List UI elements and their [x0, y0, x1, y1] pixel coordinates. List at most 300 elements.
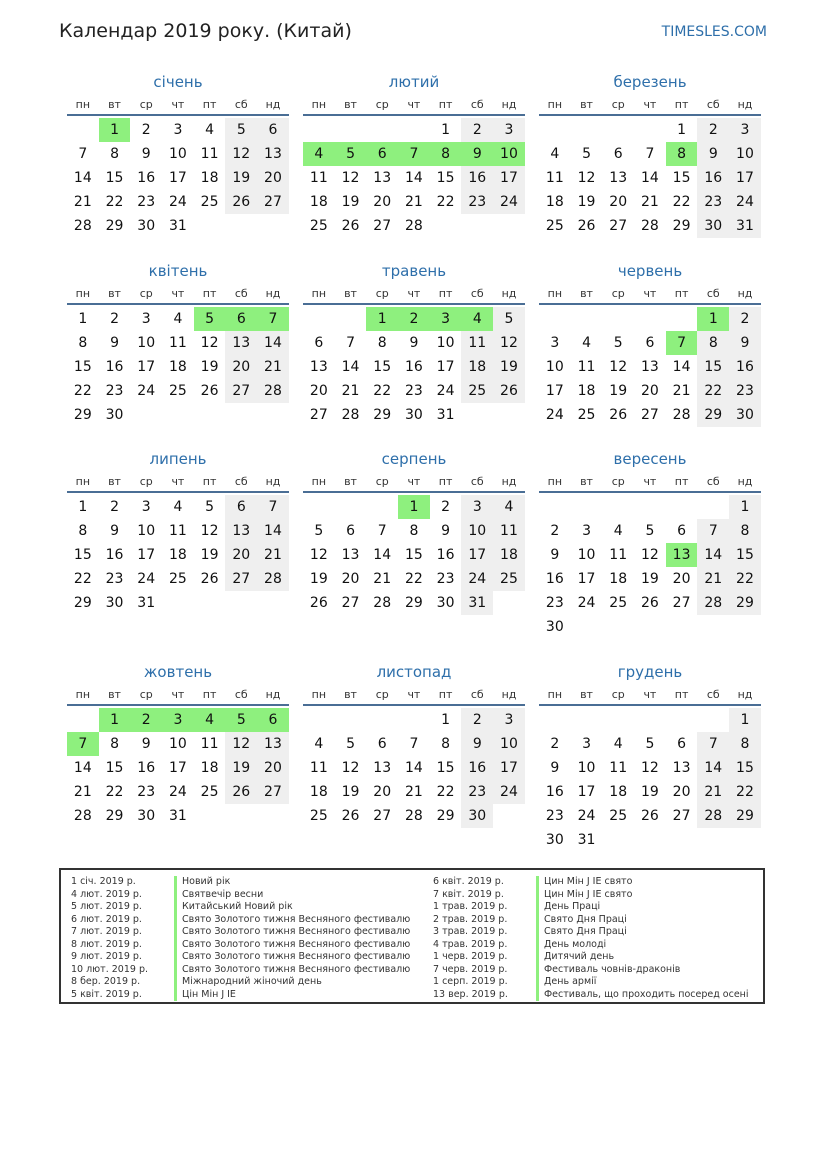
day-cell: 21 — [73, 194, 92, 210]
month-name: січень — [153, 73, 203, 91]
day-cell: 24 — [493, 190, 525, 214]
weekday-label: нд — [265, 475, 281, 488]
day-cell: 8 — [441, 736, 451, 752]
empty-cell — [335, 708, 367, 732]
day-cell: 11 — [309, 760, 328, 776]
day-cell: 9 — [550, 760, 560, 776]
legend-row — [71, 976, 410, 989]
legend-holiday-name: Свято Дня Праці — [536, 914, 627, 927]
empty-cell — [697, 495, 729, 519]
day-cell: 6 — [613, 146, 623, 162]
weekday-label: пн — [547, 98, 563, 111]
day-cell: 8 — [729, 519, 761, 543]
day-cell: 11 — [577, 359, 596, 375]
day-cell: 6 — [677, 736, 687, 752]
day-cell: 6 — [225, 307, 257, 331]
weekday-label: ср — [139, 475, 153, 488]
empty-cell — [366, 708, 398, 732]
day-cell: 3 — [173, 122, 183, 138]
month-2 — [303, 68, 525, 238]
day-cell: 2 — [130, 708, 162, 732]
day-cell: 26 — [200, 571, 219, 587]
day-cell: 21 — [257, 355, 289, 379]
day-cell: 15 — [697, 355, 729, 379]
legend-holiday-name: Фестиваль, що проходить посеред осені — [536, 989, 749, 1002]
legend-row — [71, 951, 410, 964]
day-cell: 10 — [461, 519, 493, 543]
empty-cell — [398, 118, 430, 142]
empty-cell — [398, 708, 430, 732]
empty-cell — [539, 307, 571, 331]
day-cell: 16 — [697, 166, 729, 190]
day-cell: 13 — [257, 732, 289, 756]
day-cell: 18 — [200, 170, 219, 186]
day-cell: 14 — [257, 519, 289, 543]
day-cell: 8 — [409, 523, 419, 539]
legend-date: 6 лют. 2019 р. — [71, 913, 142, 925]
weekday-label: сб — [706, 98, 720, 111]
legend-row — [433, 914, 749, 927]
day-cell: 7 — [346, 335, 355, 351]
day-cell: 27 — [609, 218, 628, 234]
day-cell: 2 — [461, 118, 493, 142]
legend-date: 1 серп. 2019 р. — [433, 976, 508, 987]
day-cell: 13 — [666, 543, 698, 567]
legend-holiday-name: Цин Мін Ј ІЕ свято — [536, 889, 632, 902]
day-cell: 26 — [609, 407, 628, 423]
legend-row — [71, 939, 410, 952]
day-cell: 22 — [729, 780, 761, 804]
day-cell: 5 — [225, 708, 257, 732]
day-grid — [303, 708, 525, 828]
day-cell: 23 — [461, 780, 493, 804]
weekday-label: пт — [674, 98, 689, 111]
weekday-label: пт — [438, 475, 453, 488]
legend-holiday-name: Дитячий день — [536, 951, 614, 964]
day-cell: 5 — [613, 335, 623, 351]
weekday-label: вт — [580, 287, 593, 300]
day-cell: 22 — [672, 194, 691, 210]
day-cell: 7 — [697, 732, 729, 756]
day-cell: 22 — [729, 567, 761, 591]
site-link[interactable]: TIMESLES.COM — [661, 24, 767, 40]
legend-column-left — [71, 876, 410, 1001]
legend-row — [71, 964, 410, 977]
day-cell: 10 — [577, 760, 596, 776]
day-grid — [539, 307, 761, 427]
day-cell: 20 — [225, 543, 257, 567]
weekday-label: пн — [547, 688, 563, 701]
weekday-label: вт — [580, 98, 593, 111]
day-cell: 19 — [200, 547, 219, 563]
day-cell: 1 — [99, 708, 131, 732]
weekday-label: пт — [674, 475, 689, 488]
weekday-label: вт — [108, 287, 121, 300]
day-cell: 1 — [441, 712, 451, 728]
weekday-label: пн — [75, 688, 91, 701]
day-cell: 20 — [640, 383, 659, 399]
legend-holiday-name: Китайський Новий рік — [174, 901, 293, 914]
weekday-label: чт — [171, 98, 185, 111]
day-cell: 11 — [168, 523, 187, 539]
day-cell: 9 — [697, 142, 729, 166]
day-cell: 16 — [545, 571, 564, 587]
weekday-label: чт — [643, 98, 657, 111]
day-cell: 28 — [672, 407, 691, 423]
day-cell: 21 — [373, 571, 392, 587]
legend-date: 1 черв. 2019 р. — [433, 951, 508, 962]
day-cell: 2 — [441, 499, 451, 515]
day-cell: 21 — [697, 780, 729, 804]
weekday-label: сб — [706, 475, 720, 488]
empty-cell — [634, 495, 666, 519]
day-cell: 2 — [110, 311, 119, 327]
legend-date: 2 трав. 2019 р. — [433, 913, 508, 925]
empty-cell — [666, 307, 698, 331]
day-cell: 12 — [225, 732, 257, 756]
month-name: грудень — [617, 663, 683, 681]
day-cell: 31 — [168, 218, 187, 234]
empty-cell — [666, 495, 698, 519]
day-cell: 3 — [582, 523, 591, 539]
day-cell: 20 — [225, 355, 257, 379]
day-cell: 26 — [200, 383, 219, 399]
legend-row — [71, 926, 410, 939]
legend-date: 6 квіт. 2019 р. — [433, 876, 504, 887]
day-cell: 15 — [373, 359, 392, 375]
day-cell: 22 — [105, 194, 124, 210]
day-cell: 28 — [73, 218, 92, 234]
empty-cell — [634, 307, 666, 331]
legend-date: 4 трав. 2019 р. — [433, 938, 508, 950]
weekday-label: пт — [202, 98, 217, 111]
legend-date: 8 лют. 2019 р. — [71, 938, 142, 950]
day-cell: 11 — [609, 760, 628, 776]
weekday-label: вт — [344, 287, 357, 300]
day-cell: 19 — [640, 784, 659, 800]
day-cell: 16 — [436, 547, 455, 563]
day-cell: 28 — [341, 407, 360, 423]
day-cell: 29 — [729, 804, 761, 828]
day-cell: 19 — [577, 194, 596, 210]
day-cell: 12 — [200, 523, 219, 539]
day-cell: 11 — [609, 547, 628, 563]
day-cell: 26 — [577, 218, 596, 234]
day-cell: 10 — [545, 359, 564, 375]
weekday-header — [303, 96, 525, 116]
day-cell: 21 — [73, 784, 92, 800]
day-cell: 4 — [613, 523, 623, 539]
day-cell: 28 — [257, 379, 289, 403]
weekday-label: ср — [611, 287, 625, 300]
day-cell: 11 — [168, 335, 187, 351]
day-cell: 17 — [137, 547, 156, 563]
day-cell: 12 — [577, 170, 596, 186]
day-cell: 7 — [398, 142, 430, 166]
day-cell: 14 — [404, 760, 423, 776]
month-9 — [539, 445, 761, 639]
weekday-header — [303, 473, 525, 493]
day-cell: 11 — [200, 736, 219, 752]
empty-cell — [571, 307, 603, 331]
day-cell: 24 — [577, 595, 596, 611]
weekday-label: пт — [674, 688, 689, 701]
day-cell: 2 — [729, 307, 761, 331]
legend-holiday-name: Свято Золотого тижня Весняного фестивалю — [174, 939, 410, 952]
legend-date: 9 лют. 2019 р. — [71, 951, 142, 962]
day-cell: 5 — [194, 307, 226, 331]
day-cell: 1 — [729, 708, 761, 732]
weekday-label: вт — [580, 475, 593, 488]
day-cell: 22 — [73, 571, 92, 587]
legend-row — [71, 914, 410, 927]
legend-row — [433, 939, 749, 952]
day-cell: 1 — [697, 307, 729, 331]
day-cell: 27 — [257, 190, 289, 214]
day-cell: 29 — [729, 591, 761, 615]
day-cell: 14 — [73, 170, 92, 186]
day-cell: 3 — [493, 118, 525, 142]
legend-date: 1 січ. 2019 р. — [71, 876, 136, 887]
legend-row — [433, 989, 749, 1002]
weekday-label: вт — [344, 98, 357, 111]
month-10 — [67, 658, 289, 828]
empty-cell — [366, 118, 398, 142]
day-cell: 24 — [729, 190, 761, 214]
day-cell: 20 — [373, 784, 392, 800]
weekday-label: нд — [265, 287, 281, 300]
day-cell: 10 — [577, 547, 596, 563]
day-cell: 28 — [73, 808, 92, 824]
day-cell: 25 — [168, 383, 187, 399]
day-cell: 31 — [137, 595, 156, 611]
weekday-header — [303, 686, 525, 706]
day-cell: 7 — [78, 146, 88, 162]
day-cell: 24 — [493, 780, 525, 804]
legend-date: 4 лют. 2019 р. — [71, 888, 142, 900]
legend-row — [433, 889, 749, 902]
day-cell: 6 — [257, 708, 289, 732]
weekday-label: сб — [706, 688, 720, 701]
day-cell: 12 — [341, 760, 360, 776]
day-cell: 27 — [373, 218, 392, 234]
day-cell: 3 — [162, 708, 194, 732]
day-cell: 2 — [697, 118, 729, 142]
day-cell: 11 — [545, 170, 564, 186]
empty-cell — [303, 495, 335, 519]
weekday-label: ср — [611, 475, 625, 488]
day-cell: 14 — [341, 359, 360, 375]
day-cell: 7 — [645, 146, 655, 162]
day-cell: 4 — [582, 335, 591, 351]
day-cell: 20 — [672, 571, 691, 587]
day-cell: 8 — [110, 736, 119, 752]
legend-holiday-name: Святвечір весни — [174, 889, 263, 902]
day-cell: 11 — [493, 519, 525, 543]
weekday-header — [67, 473, 289, 493]
day-cell: 17 — [545, 383, 564, 399]
day-cell: 17 — [168, 170, 187, 186]
day-cell: 6 — [257, 118, 289, 142]
weekday-label: ср — [375, 688, 389, 701]
day-cell: 16 — [461, 166, 493, 190]
day-cell: 18 — [309, 194, 328, 210]
day-cell: 15 — [729, 543, 761, 567]
weekday-label: чт — [407, 287, 421, 300]
weekday-label: чт — [407, 98, 421, 111]
day-cell: 25 — [200, 784, 219, 800]
day-cell: 15 — [436, 760, 455, 776]
day-cell: 30 — [137, 218, 156, 234]
day-cell: 31 — [577, 832, 596, 848]
day-cell: 10 — [436, 335, 455, 351]
legend-holiday-name: День армії — [536, 976, 596, 989]
legend-row — [71, 989, 410, 1002]
day-cell: 2 — [550, 523, 560, 539]
day-cell: 24 — [461, 567, 493, 591]
month-name: червень — [617, 262, 683, 280]
legend-holiday-name: Новий рік — [174, 876, 230, 889]
day-cell: 14 — [373, 547, 392, 563]
day-cell: 7 — [377, 523, 387, 539]
day-grid — [67, 118, 289, 238]
day-cell: 15 — [73, 359, 92, 375]
day-cell: 13 — [640, 359, 659, 375]
day-cell: 1 — [677, 122, 687, 138]
day-cell: 18 — [577, 383, 596, 399]
day-cell: 4 — [205, 122, 215, 138]
day-cell: 8 — [430, 142, 462, 166]
day-cell: 4 — [173, 311, 183, 327]
weekday-label: сб — [234, 98, 248, 111]
day-cell: 6 — [645, 335, 655, 351]
day-cell: 5 — [225, 118, 257, 142]
day-cell: 17 — [729, 166, 761, 190]
day-cell: 1 — [398, 495, 430, 519]
day-cell: 27 — [672, 595, 691, 611]
month-name: вересень — [613, 450, 687, 468]
day-cell: 28 — [640, 218, 659, 234]
legend-holiday-name: Свято Золотого тижня Весняного фестивалю — [174, 951, 410, 964]
weekday-label: вт — [344, 688, 357, 701]
empty-cell — [602, 495, 634, 519]
day-cell: 16 — [137, 170, 156, 186]
day-cell: 15 — [105, 170, 124, 186]
weekday-header — [539, 686, 761, 706]
weekday-label: вт — [108, 475, 121, 488]
day-cell: 12 — [640, 760, 659, 776]
month-5 — [303, 257, 525, 427]
day-cell: 9 — [729, 331, 761, 355]
weekday-label: пн — [547, 475, 563, 488]
day-cell: 24 — [137, 571, 156, 587]
day-cell: 3 — [582, 736, 591, 752]
weekday-label: пн — [75, 287, 91, 300]
weekday-label: нд — [737, 475, 753, 488]
day-cell: 27 — [257, 780, 289, 804]
legend-date: 5 лют. 2019 р. — [71, 901, 142, 912]
day-cell: 14 — [257, 331, 289, 355]
weekday-label: пн — [311, 688, 327, 701]
month-name: серпень — [381, 450, 447, 468]
day-cell: 13 — [373, 170, 392, 186]
day-cell: 18 — [493, 543, 525, 567]
day-cell: 8 — [666, 142, 698, 166]
weekday-label: нд — [265, 98, 281, 111]
day-cell: 7 — [257, 495, 289, 519]
day-cell: 3 — [493, 708, 525, 732]
day-cell: 23 — [137, 194, 156, 210]
empty-cell — [303, 118, 335, 142]
weekday-label: пт — [438, 688, 453, 701]
legend-date: 7 черв. 2019 р. — [433, 963, 508, 975]
month-4 — [67, 257, 289, 427]
day-grid — [303, 307, 525, 427]
weekday-label: пн — [311, 475, 327, 488]
day-cell: 22 — [404, 571, 423, 587]
weekday-label: ср — [375, 98, 389, 111]
weekday-label: нд — [737, 98, 753, 111]
day-cell: 11 — [200, 146, 219, 162]
month-name: травень — [381, 262, 447, 280]
weekday-label: пн — [311, 287, 327, 300]
day-cell: 26 — [225, 780, 257, 804]
day-cell: 2 — [141, 122, 151, 138]
day-cell: 26 — [640, 595, 659, 611]
legend-row — [433, 926, 749, 939]
day-cell: 16 — [137, 760, 156, 776]
day-cell: 24 — [168, 784, 187, 800]
day-cell: 21 — [404, 194, 423, 210]
legend-holiday-name: День Праці — [536, 901, 600, 914]
weekday-label: чт — [407, 688, 421, 701]
day-cell: 5 — [335, 142, 367, 166]
day-cell: 29 — [373, 407, 392, 423]
empty-cell — [335, 118, 367, 142]
day-cell: 1 — [78, 311, 88, 327]
weekday-label: вт — [108, 98, 121, 111]
weekday-label: вт — [580, 688, 593, 701]
day-cell: 7 — [257, 307, 289, 331]
empty-cell — [539, 118, 571, 142]
empty-cell — [366, 495, 398, 519]
weekday-label: сб — [470, 475, 484, 488]
day-cell: 7 — [409, 736, 419, 752]
weekday-label: сб — [234, 688, 248, 701]
day-cell: 18 — [309, 784, 328, 800]
day-cell: 15 — [436, 170, 455, 186]
day-cell: 9 — [461, 142, 493, 166]
day-cell: 12 — [609, 359, 628, 375]
day-cell: 24 — [577, 808, 596, 824]
day-cell: 16 — [105, 547, 124, 563]
day-cell: 9 — [141, 146, 151, 162]
month-3 — [539, 68, 761, 238]
month-name: лютий — [388, 73, 440, 91]
day-cell: 8 — [110, 146, 119, 162]
day-cell: 5 — [314, 523, 324, 539]
day-cell: 20 — [309, 383, 328, 399]
day-cell: 8 — [78, 335, 88, 351]
day-cell: 3 — [141, 311, 151, 327]
day-cell: 14 — [672, 359, 691, 375]
weekday-label: пн — [547, 287, 563, 300]
day-cell: 30 — [137, 808, 156, 824]
day-cell: 13 — [309, 359, 328, 375]
day-cell: 14 — [697, 756, 729, 780]
day-cell: 31 — [436, 407, 455, 423]
day-cell: 9 — [409, 335, 419, 351]
